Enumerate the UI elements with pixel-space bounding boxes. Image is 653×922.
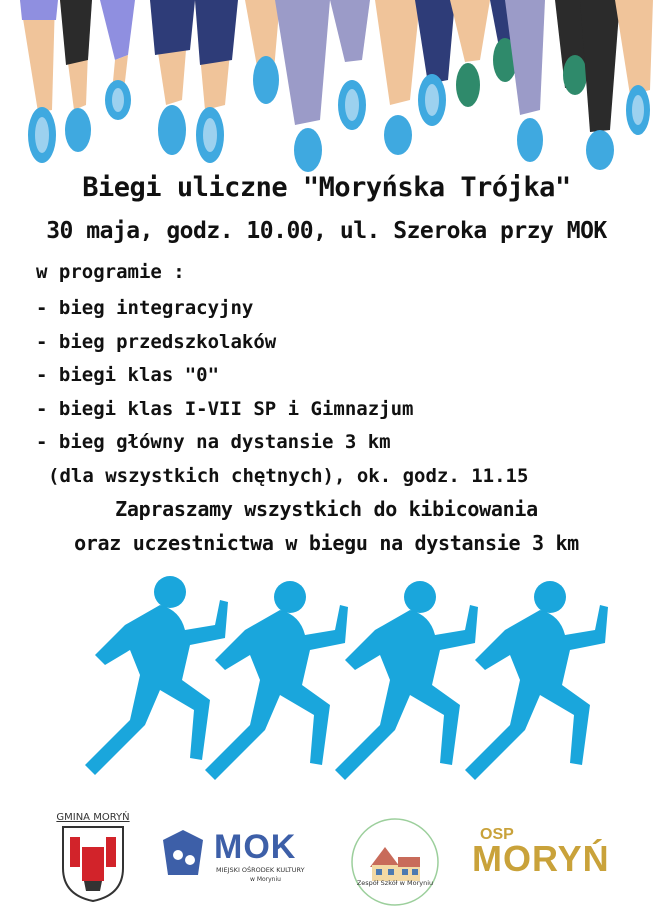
invitation xyxy=(0,492,653,560)
runner-3 xyxy=(335,581,478,780)
event-title: Biegi uliczne "Moryńska Trójka" xyxy=(82,172,571,203)
mok-short: MOK xyxy=(214,828,297,866)
program-list xyxy=(36,292,528,493)
moryn-label: MORYŃ xyxy=(472,838,610,879)
invitation-line-2: oraz uczestnictwa w biegu na dystansie 3 km xyxy=(74,531,579,555)
leg-8 xyxy=(330,0,370,130)
program-item: - biegi klas "0" xyxy=(36,364,220,386)
program-intro: w programie : xyxy=(36,261,185,283)
runner-silhouettes xyxy=(0,565,653,815)
leg-11 xyxy=(450,0,490,107)
music-theatre-icon xyxy=(158,830,208,880)
leg-4 xyxy=(150,0,195,155)
runner-4 xyxy=(465,581,608,780)
runner-1 xyxy=(85,576,228,775)
leg-5 xyxy=(195,0,238,163)
leg-7 xyxy=(275,0,330,172)
leg-3 xyxy=(100,0,135,120)
leg-6 xyxy=(245,0,280,104)
mok-name: MIEJSKI OŚRODEK KULTURY xyxy=(216,866,305,874)
program-section xyxy=(36,258,528,493)
school-building-icon xyxy=(350,817,440,907)
mok-logo xyxy=(158,830,318,890)
invitation-line-1: Zapraszamy wszystkich do kibicowania xyxy=(115,497,538,521)
osp-moryn-logo xyxy=(472,826,647,900)
program-item: - bieg główny na dystansie 3 km xyxy=(36,431,391,453)
leg-10 xyxy=(415,0,455,126)
gmina-coat-of-arms-icon xyxy=(48,823,138,903)
event-date-place: 30 maja, godz. 10.00, ul. Szeroka przy MOK xyxy=(46,218,607,244)
school-name: Zespół Szkół w Moryniu xyxy=(356,879,434,887)
mok-place: w Moryniu xyxy=(250,876,281,883)
gmina-moryn-logo xyxy=(48,812,138,907)
program-item: - bieg integracyjny xyxy=(36,297,254,319)
leg-1 xyxy=(20,0,58,163)
leg-16 xyxy=(615,0,653,135)
gmina-label: GMINA MORYŃ xyxy=(56,812,130,823)
school-logo xyxy=(350,817,440,907)
running-legs-illustration xyxy=(0,0,653,180)
leg-13 xyxy=(505,0,545,162)
leg-9 xyxy=(375,0,420,155)
program-note: (dla wszystkich chętnych), ok. godz. 11.15 xyxy=(48,464,529,487)
leg-15 xyxy=(580,0,620,170)
osp-label: OSP xyxy=(480,826,514,843)
sponsor-logos xyxy=(0,812,653,912)
program-item: - bieg przedszkolaków xyxy=(36,330,277,353)
leg-2 xyxy=(60,0,92,152)
program-item: - biegi klas I-VII SP i Gimnazjum xyxy=(36,397,414,420)
